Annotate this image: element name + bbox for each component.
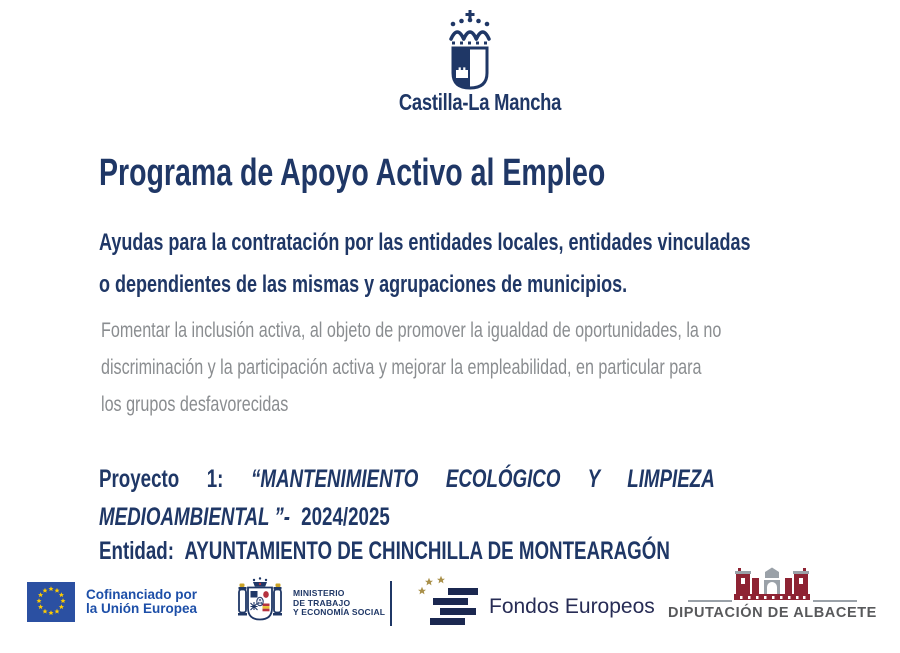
diputacion-rule-right [813,600,857,602]
objective-line-3: los grupos desfavorecidas [101,392,289,416]
entity-line [99,537,670,566]
project-line-2 [99,498,715,536]
project-period: 2024/2025 [301,503,390,531]
diputacion-label: DIPUTACIÓN DE ALBACETE [668,605,877,621]
entity-name: AYUNTAMIENTO DE CHINCHILLA DE MONTEARAGÓN [184,537,670,565]
project-block [99,460,715,536]
project-line-1 [99,460,715,498]
fondos-europeos-label: Fondos Europeos [489,595,655,618]
page-title: Programa de Apoyo Activo al Empleo [99,152,606,194]
entity-label: Entidad: [99,537,174,565]
ministry-divider [390,581,392,626]
clm-logo [432,10,508,95]
subtitle-line-2: o dependientes de las mismas y agrupaciones de municipios. [99,271,628,298]
diputacion-building-icon [734,566,810,602]
subtitle-line-1: Ayudas para la contratación por las entidades locales, entidades vinculadas [99,229,751,256]
spain-coat-of-arms-icon [236,576,284,633]
ministry-line-3: Y ECONOMÍA SOCIAL [293,607,386,617]
objective-line-2: discriminación y la participación activa y mejorar la empleabilidad, en particular para [101,355,702,379]
eu-cofunding-label [86,588,197,615]
eu-cofunding-line-1: Cofinanciado por [86,587,197,602]
ministry-line-2: DE TRABAJO [293,597,351,608]
clm-wordmark: Castilla-La Mancha [398,89,562,115]
eu-cofunding-line-2: la Unión Europea [86,600,198,616]
fondos-europeos-icon [416,574,480,633]
project-name-line-1: “MANTENIMIENTO ECOLÓGICO Y LIMPIEZA [250,465,715,493]
program-subtitle [99,222,751,306]
project-name-line-2: MEDIOAMBIENTAL ”- [99,503,290,531]
program-objective [101,312,721,423]
ministry-line-1: MINISTERIO [293,588,345,598]
project-label: Proyecto 1: [99,465,224,493]
objective-line-1: Fomentar la inclusión activa, al objeto de promover la igualdad de oportunidades, la no [101,318,722,342]
eu-flag-icon [27,582,75,627]
ministry-label [293,589,385,618]
clm-shield-crown-icon [432,10,508,90]
diputacion-rule-left [688,600,732,602]
